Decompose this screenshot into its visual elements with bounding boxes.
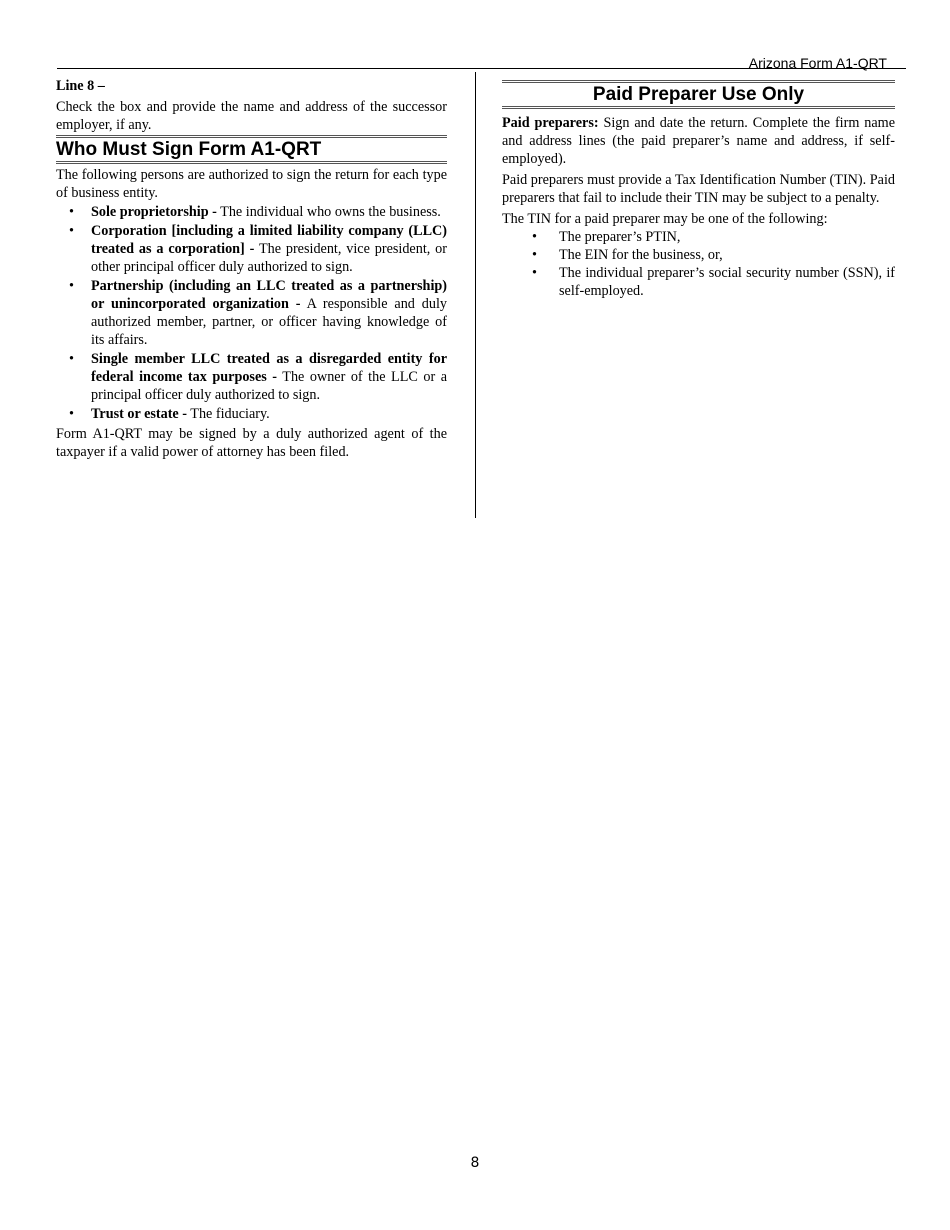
- tin-item-ssn: • The individual preparer’s social security number (SSN), if self-employed.: [502, 264, 895, 300]
- right-column: [502, 80, 895, 300]
- signer-item-corporation: [56, 222, 447, 276]
- who-must-sign-closing: Form A1-QRT may be signed by a duly authorized agent of the taxpayer if a valid power of attorney has been filed.: [56, 426, 447, 460]
- tin-list: [502, 228, 895, 300]
- paid-preparer-para2: Paid preparers must provide a Tax Identification Number (TIN). Paid preparers that fail to include their TIN may be subject to a penalty.: [502, 172, 895, 206]
- signer-desc: The president, vice president, or other principal officer duly authorized to sign.: [91, 241, 447, 275]
- signer-desc: A responsible and duly authorized member, partner, or officer having knowledge of its affairs.: [91, 296, 447, 348]
- page-number: 8: [470, 1155, 480, 1171]
- signer-term: Partnership (including an LLC treated as a partnership) or unincorporated organization -: [91, 278, 447, 312]
- header-rule: [57, 68, 906, 69]
- who-must-sign-heading: Who Must Sign Form A1-QRT: [56, 135, 447, 164]
- line8-heading: Line 8 –: [56, 78, 105, 94]
- signer-desc: The individual who owns the business.: [216, 204, 441, 220]
- form-title: Arizona Form A1-QRT: [748, 55, 887, 71]
- paid-preparer-heading: Paid Preparer Use Only: [502, 80, 895, 109]
- signer-term: Trust or estate -: [91, 406, 187, 422]
- signer-desc: The owner of the LLC or a principal officer duly authorized to sign.: [91, 369, 447, 403]
- line8-text: Check the box and provide the name and address of the successor employer, if any.: [56, 99, 447, 133]
- paid-preparer-term: Paid preparers:: [502, 115, 599, 131]
- tin-item-ptin: • The preparer’s PTIN,: [502, 228, 895, 246]
- left-column: [56, 77, 447, 461]
- paid-preparer-para1-text: Sign and date the return. Complete the firm name and address lines (the paid preparer’s name and address, if self-employed).: [502, 115, 895, 167]
- signer-term: Single member LLC treated as a disregarded entity for federal income tax purposes -: [91, 351, 447, 385]
- paid-preparer-para1: [502, 114, 895, 168]
- signer-item-trust-or-estate: [56, 405, 447, 423]
- paid-preparer-para3: The TIN for a paid preparer may be one of the following:: [502, 211, 828, 227]
- who-must-sign-intro: The following persons are authorized to sign the return for each type of business entity.: [56, 167, 447, 201]
- tin-item-ein: • The EIN for the business, or,: [502, 246, 895, 264]
- signer-item-partnership: [56, 277, 447, 349]
- column-divider: [475, 72, 476, 518]
- signer-term: Sole proprietorship -: [91, 204, 217, 220]
- signer-item-sole-proprietorship: [56, 203, 447, 221]
- signer-desc: The fiduciary.: [187, 406, 270, 422]
- signer-item-single-member-llc: [56, 350, 447, 404]
- signer-list: [56, 203, 447, 423]
- signer-term: Corporation [including a limited liability company (LLC) treated as a corporation] -: [91, 223, 447, 257]
